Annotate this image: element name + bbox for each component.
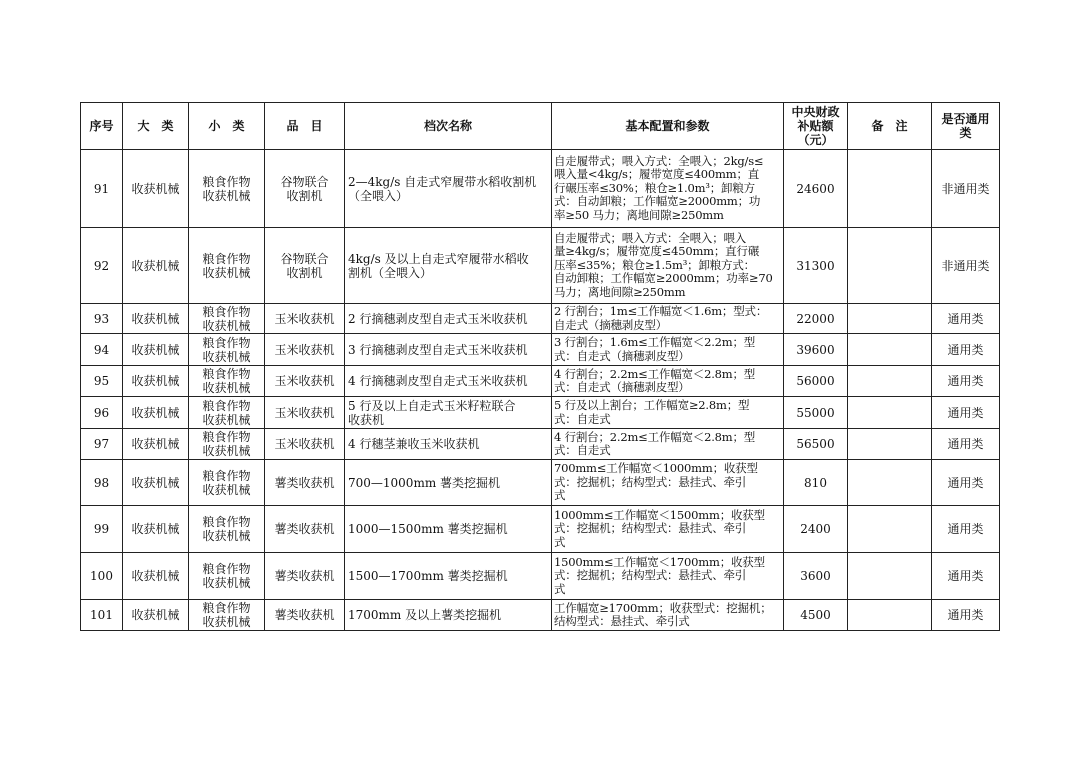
cell-major: 收获机械 [123, 228, 189, 304]
cell-minor: 粮食作物 收获机械 [189, 460, 265, 506]
cell-seq: 101 [81, 600, 123, 631]
cell-subsidy: 56000 [784, 366, 848, 397]
cell-major: 收获机械 [123, 460, 189, 506]
cell-general: 通用类 [932, 304, 1000, 334]
cell-subsidy: 4500 [784, 600, 848, 631]
cell-item: 薯类收获机 [265, 553, 345, 600]
cell-subsidy: 24600 [784, 150, 848, 228]
cell-item: 谷物联合 收割机 [265, 150, 345, 228]
table-row [81, 334, 1000, 366]
cell-subsidy: 2400 [784, 506, 848, 553]
header-grade: 档次名称 [345, 103, 552, 150]
cell-grade: 1500—1700mm 薯类挖掘机 [345, 553, 552, 600]
cell-config: 自走履带式；喂入方式：全喂入；2kg/s≤ 喂入量<4kg/s；履带宽度≤400mm；直 行碾压率≤30%；粮仓≥1.0m³；卸粮方 式：自动卸粮；工作幅宽≥2000mm；功 率≥50 马力；离地间隙≥250mm [552, 150, 784, 228]
header-subsidy: 中央财政 补贴额 （元） [784, 103, 848, 150]
cell-subsidy: 3600 [784, 553, 848, 600]
cell-major: 收获机械 [123, 304, 189, 334]
table-row [81, 228, 1000, 304]
cell-remark [848, 228, 932, 304]
cell-seq: 92 [81, 228, 123, 304]
table-row [81, 366, 1000, 397]
table-row [81, 429, 1000, 460]
cell-item: 玉米收获机 [265, 334, 345, 366]
header-minor: 小 类 [189, 103, 265, 150]
cell-seq: 96 [81, 397, 123, 429]
table-row [81, 304, 1000, 334]
header-row [81, 103, 1000, 150]
header-remark: 备 注 [848, 103, 932, 150]
cell-grade: 4kg/s 及以上自走式窄履带水稻收 割机（全喂入） [345, 228, 552, 304]
cell-remark [848, 366, 932, 397]
cell-config: 5 行及以上割台；工作幅宽≥2.8m；型 式：自走式 [552, 397, 784, 429]
cell-item: 玉米收获机 [265, 366, 345, 397]
cell-minor: 粮食作物 收获机械 [189, 366, 265, 397]
cell-major: 收获机械 [123, 150, 189, 228]
cell-seq: 94 [81, 334, 123, 366]
cell-grade: 1700mm 及以上薯类挖掘机 [345, 600, 552, 631]
cell-general: 通用类 [932, 366, 1000, 397]
cell-general: 非通用类 [932, 150, 1000, 228]
table-row [81, 150, 1000, 228]
cell-remark [848, 397, 932, 429]
cell-grade: 700—1000mm 薯类挖掘机 [345, 460, 552, 506]
cell-remark [848, 553, 932, 600]
cell-general: 通用类 [932, 429, 1000, 460]
cell-item: 薯类收获机 [265, 600, 345, 631]
cell-seq: 99 [81, 506, 123, 553]
header-item: 品 目 [265, 103, 345, 150]
cell-major: 收获机械 [123, 334, 189, 366]
cell-general: 通用类 [932, 553, 1000, 600]
cell-minor: 粮食作物 收获机械 [189, 150, 265, 228]
cell-seq: 100 [81, 553, 123, 600]
cell-minor: 粮食作物 收获机械 [189, 397, 265, 429]
table-body [81, 150, 1000, 631]
cell-major: 收获机械 [123, 429, 189, 460]
cell-major: 收获机械 [123, 553, 189, 600]
cell-major: 收获机械 [123, 366, 189, 397]
cell-grade: 5 行及以上自走式玉米籽粒联合 收获机 [345, 397, 552, 429]
cell-general: 非通用类 [932, 228, 1000, 304]
cell-item: 玉米收获机 [265, 304, 345, 334]
cell-item: 薯类收获机 [265, 506, 345, 553]
cell-grade: 4 行摘穗剥皮型自走式玉米收获机 [345, 366, 552, 397]
cell-general: 通用类 [932, 397, 1000, 429]
cell-general: 通用类 [932, 460, 1000, 506]
cell-config: 1000mm≤工作幅宽＜1500mm；收获型 式：挖掘机；结构型式：悬挂式、牵引 式 [552, 506, 784, 553]
cell-minor: 粮食作物 收获机械 [189, 334, 265, 366]
header-major: 大 类 [123, 103, 189, 150]
cell-item: 玉米收获机 [265, 429, 345, 460]
cell-item: 薯类收获机 [265, 460, 345, 506]
table-row [81, 397, 1000, 429]
cell-subsidy: 810 [784, 460, 848, 506]
cell-subsidy: 56500 [784, 429, 848, 460]
cell-remark [848, 506, 932, 553]
table-row [81, 506, 1000, 553]
cell-seq: 97 [81, 429, 123, 460]
cell-grade: 2 行摘穗剥皮型自走式玉米收获机 [345, 304, 552, 334]
cell-item: 谷物联合 收割机 [265, 228, 345, 304]
cell-subsidy: 31300 [784, 228, 848, 304]
cell-config: 4 行割台；2.2m≤工作幅宽＜2.8m；型 式：自走式 [552, 429, 784, 460]
cell-minor: 粮食作物 收获机械 [189, 506, 265, 553]
table-row [81, 460, 1000, 506]
cell-config: 自走履带式；喂入方式：全喂入；喂入 量≥4kg/s；履带宽度≤450mm；直行碾 压率≤35%；粮仓≥1.5m³；卸粮方式： 自动卸粮；工作幅宽≥2000mm；功率≥70 马力；离地间隙≥250mm [552, 228, 784, 304]
cell-seq: 95 [81, 366, 123, 397]
cell-major: 收获机械 [123, 600, 189, 631]
cell-minor: 粮食作物 收获机械 [189, 600, 265, 631]
cell-subsidy: 39600 [784, 334, 848, 366]
cell-subsidy: 55000 [784, 397, 848, 429]
cell-minor: 粮食作物 收获机械 [189, 304, 265, 334]
cell-remark [848, 429, 932, 460]
cell-general: 通用类 [932, 600, 1000, 631]
cell-remark [848, 150, 932, 228]
cell-remark [848, 460, 932, 506]
cell-subsidy: 22000 [784, 304, 848, 334]
cell-minor: 粮食作物 收获机械 [189, 228, 265, 304]
cell-item: 玉米收获机 [265, 397, 345, 429]
cell-grade: 1000—1500mm 薯类挖掘机 [345, 506, 552, 553]
cell-config: 3 行割台；1.6m≤工作幅宽＜2.2m；型 式：自走式（摘穗剥皮型） [552, 334, 784, 366]
header-seq: 序号 [81, 103, 123, 150]
cell-seq: 93 [81, 304, 123, 334]
cell-general: 通用类 [932, 334, 1000, 366]
cell-config: 1500mm≤工作幅宽＜1700mm；收获型 式：挖掘机；结构型式：悬挂式、牵引 式 [552, 553, 784, 600]
cell-seq: 98 [81, 460, 123, 506]
subsidy-table [80, 102, 1000, 631]
cell-remark [848, 600, 932, 631]
cell-major: 收获机械 [123, 397, 189, 429]
cell-config: 2 行割台；1m≤工作幅宽＜1.6m；型式： 自走式（摘穗剥皮型） [552, 304, 784, 334]
cell-grade: 3 行摘穗剥皮型自走式玉米收获机 [345, 334, 552, 366]
cell-config: 工作幅宽≥1700mm；收获型式：挖掘机； 结构型式：悬挂式、牵引式 [552, 600, 784, 631]
cell-remark [848, 304, 932, 334]
cell-remark [848, 334, 932, 366]
cell-grade: 4 行穗茎兼收玉米收获机 [345, 429, 552, 460]
cell-config: 700mm≤工作幅宽＜1000mm；收获型 式：挖掘机；结构型式：悬挂式、牵引 式 [552, 460, 784, 506]
header-config: 基本配置和参数 [552, 103, 784, 150]
table-row [81, 553, 1000, 600]
cell-grade: 2—4kg/s 自走式窄履带水稻收割机 （全喂入） [345, 150, 552, 228]
cell-seq: 91 [81, 150, 123, 228]
table-row [81, 600, 1000, 631]
cell-config: 4 行割台；2.2m≤工作幅宽＜2.8m；型 式：自走式（摘穗剥皮型） [552, 366, 784, 397]
cell-minor: 粮食作物 收获机械 [189, 429, 265, 460]
header-general: 是否通用 类 [932, 103, 1000, 150]
cell-minor: 粮食作物 收获机械 [189, 553, 265, 600]
cell-major: 收获机械 [123, 506, 189, 553]
cell-general: 通用类 [932, 506, 1000, 553]
